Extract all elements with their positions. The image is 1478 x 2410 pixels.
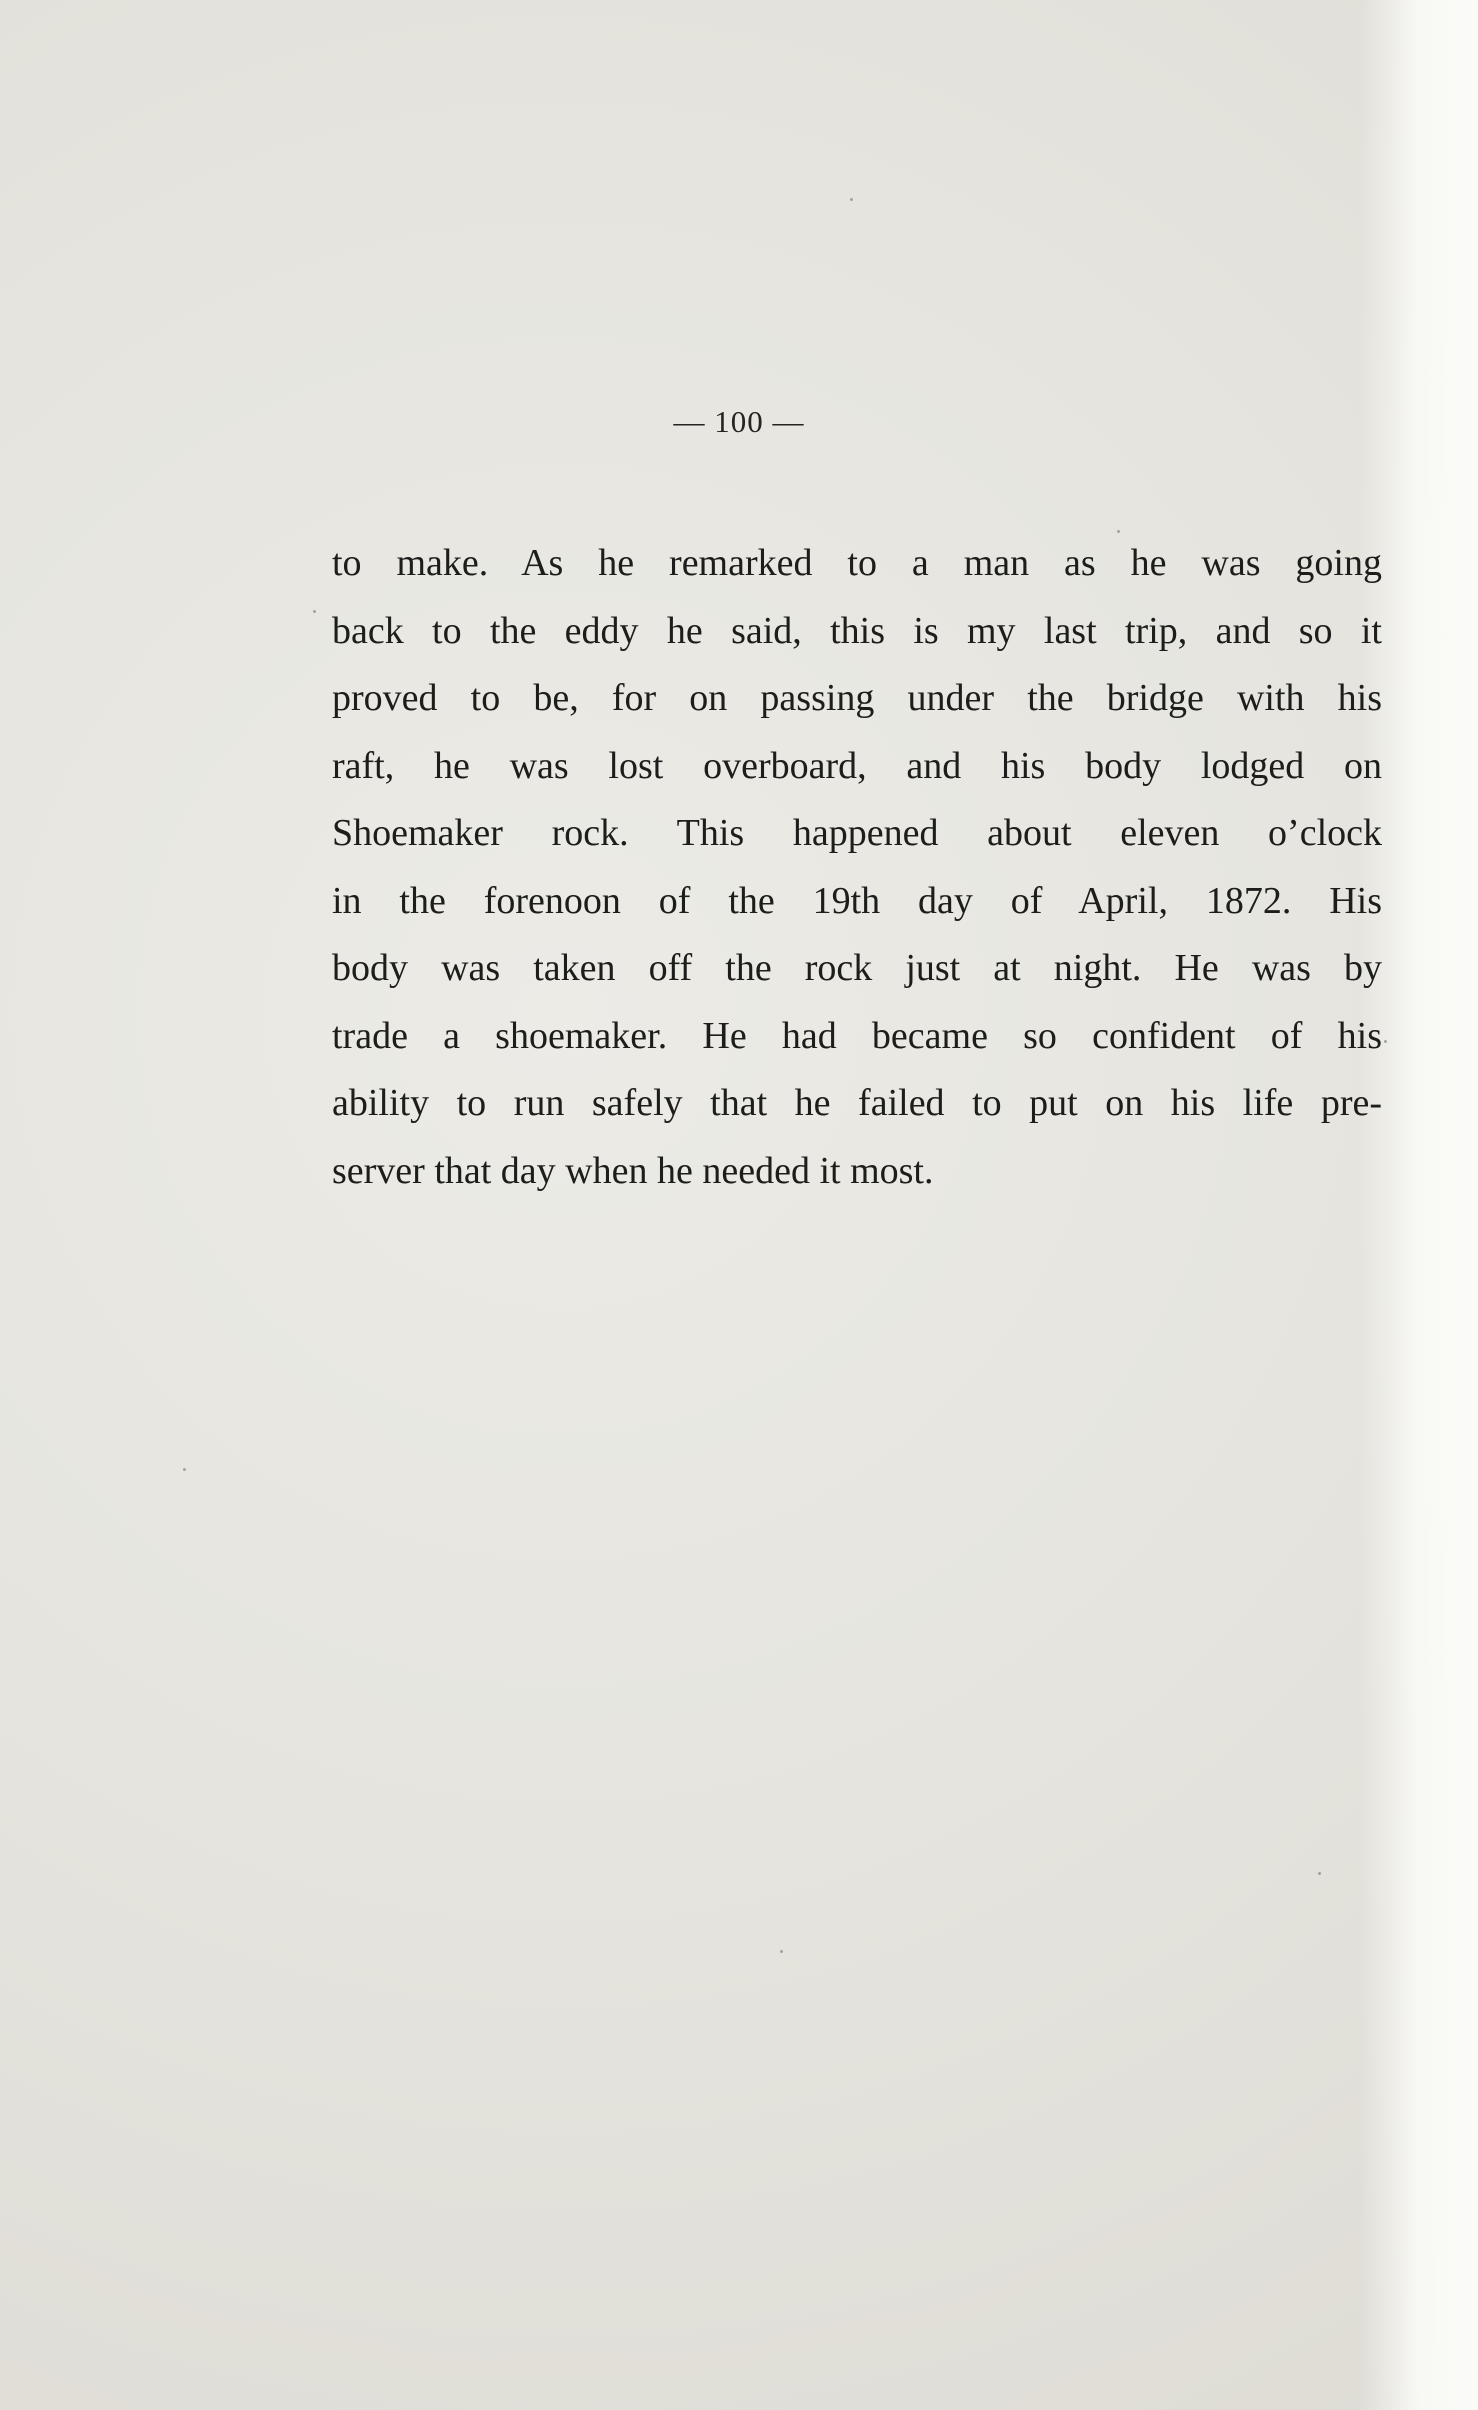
paper-speck xyxy=(850,198,853,201)
paper-speck xyxy=(1384,1040,1387,1043)
paper-speck xyxy=(1318,1872,1321,1875)
text-line: body was taken off the rock just at night. He was by xyxy=(332,947,1382,989)
body-paragraph xyxy=(332,530,1382,1205)
text-line: server that day when he needed it most. xyxy=(332,1149,934,1192)
text-line: to make. As he remarked to a man as he was going xyxy=(332,542,1382,584)
paper-speck xyxy=(780,1950,783,1953)
text-line: in the forenoon of the 19th day of April, 1872. His xyxy=(332,879,1382,922)
page-number: — 100 — xyxy=(673,404,805,439)
text-line: ability to run safely that he failed to put on his life pre- xyxy=(332,1082,1382,1124)
paper-speck xyxy=(183,1468,186,1471)
text-line: proved to be, for on passing under the bridge with his xyxy=(332,677,1382,719)
paper-speck xyxy=(313,610,316,613)
text-line: Shoemaker rock. This happened about eleven o’clock xyxy=(332,812,1382,854)
paper-speck xyxy=(1117,530,1120,533)
text-line: raft, he was lost overboard, and his body lodged on xyxy=(332,744,1382,787)
text-line: back to the eddy he said, this is my last trip, and so it xyxy=(332,609,1382,652)
text-line: trade a shoemaker. He had became so confident of his xyxy=(332,1014,1382,1057)
